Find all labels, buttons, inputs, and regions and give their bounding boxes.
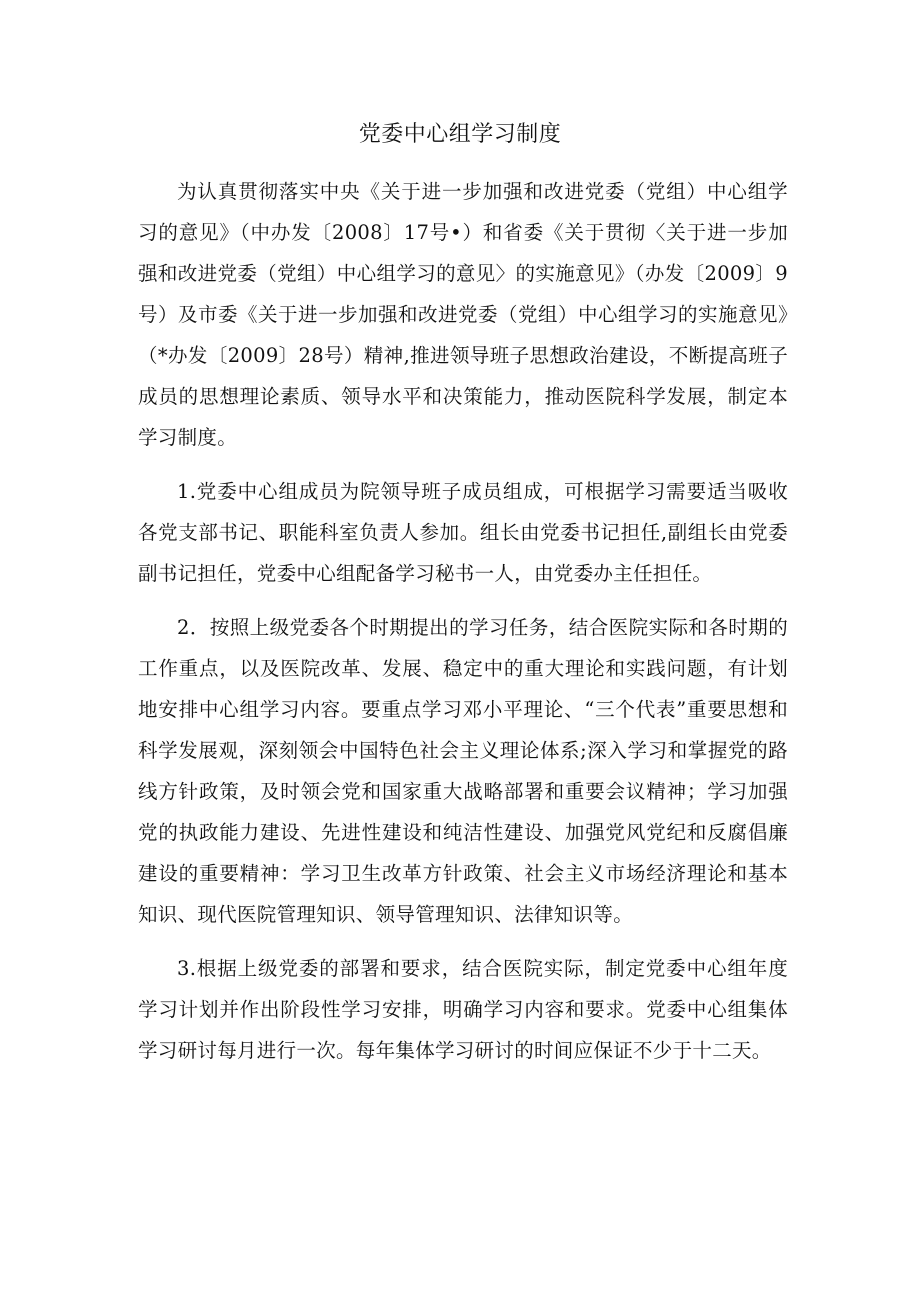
paragraph-item-2: 2．按照上级党委各个时期提出的学习任务，结合医院实际和各时期的工作重点，以及医院改革、发展、稳定中的重大理论和实践问题，有计划地安排中心组学习内容。要重点学习邓小平理论、“三个代表”重要思想和科学发展观，深刻领会中国特色社会主义理论体系;深入学习和掌握党的路线方针政策，及时领会党和国家重大战略部署和重要会议精神；学习加强党的执政能力建设、先进性建设和纯洁性建设、加强党风党纪和反腐倡廉建设的重要精神：学习卫生改革方针政策、社会主义市场经济理论和基本知识、现代医院管理知识、领导管理知识、法律知识等。	[138, 616, 788, 926]
document-title: 党委中心组学习制度	[358, 122, 562, 147]
paragraph-item-3: 3.根据上级党委的部署和要求，结合医院实际，制定党委中心组年度学习计划并作出阶段性学习安排，明确学习内容和要求。党委中心组集体学习研讨每月进行一次。每年集体学习研讨的时间应保证不少于十二天。	[138, 957, 788, 1062]
document-body	[138, 171, 788, 1084]
paragraph-intro: 为认真贯彻落实中央《关于进一步加强和改进党委（党组）中心组学习的意见》（中办发〔2008〕17号•）和省委《关于贯彻〈关于进一步加强和改进党委（党组）中心组学习的意见〉的实施意见》（办发〔2009〕9号）及市委《关于进一步加强和改进党委（党组）中心组学习的实施意见》（*办发〔2009〕28号）精神,推进领导班子思想政治建设，不断提高班子成员的思想理论素质、领导水平和决策能力，推动医院科学发展，制定本学习制度。	[138, 180, 788, 449]
paragraph-item-1: 1.党委中心组成员为院领导班子成员组成，可根据学习需要适当吸收各党支部书记、职能科室负责人参加。组长由党委书记担任,副组长由党委副书记担任，党委中心组配备学习秘书一人，由党委办主任担任。	[138, 480, 788, 585]
